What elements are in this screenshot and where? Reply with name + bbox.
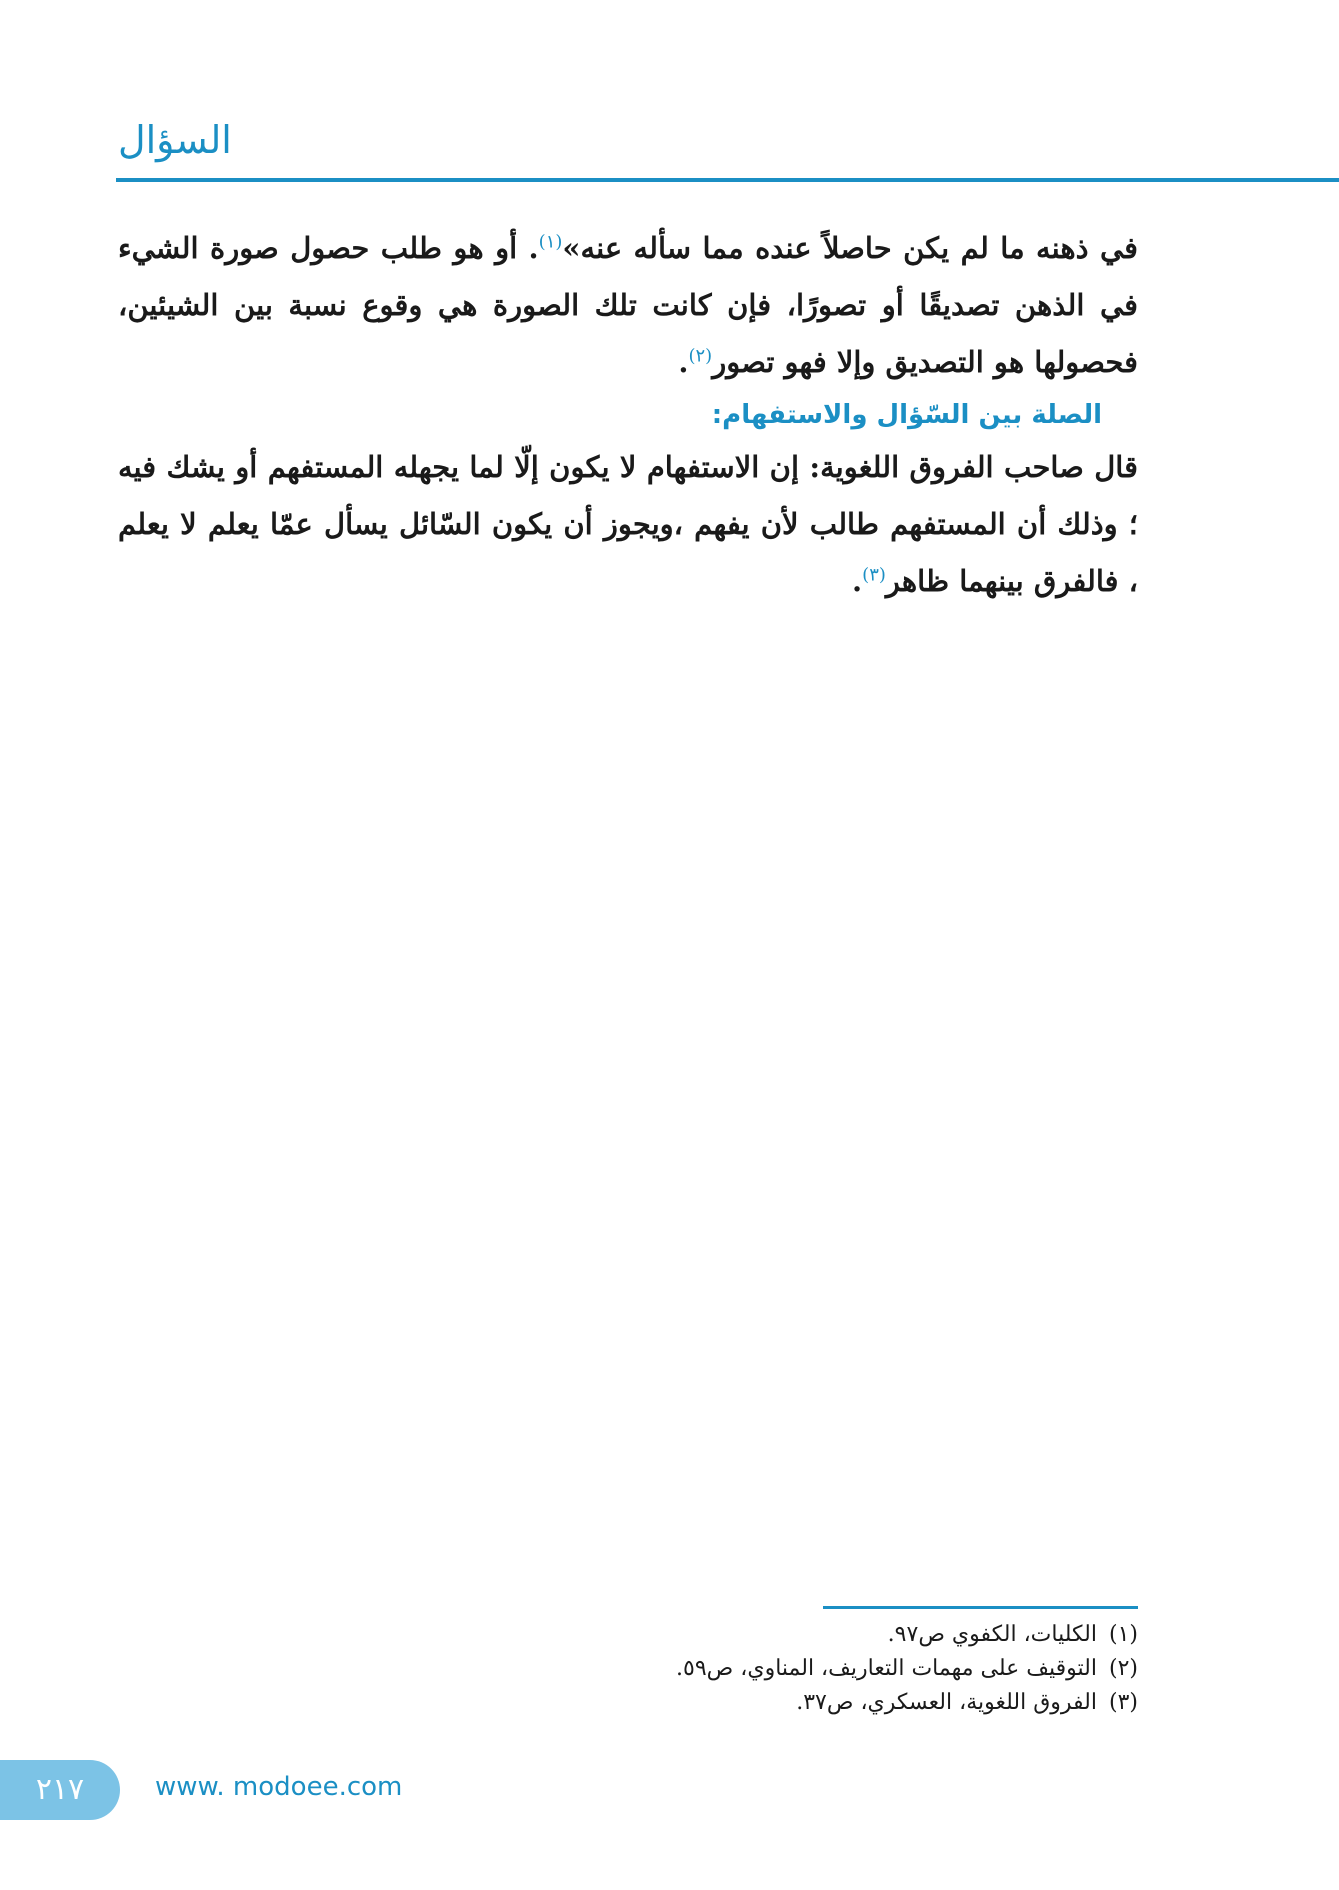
footnote-number: (١): [1108, 1622, 1138, 1647]
main-text: [118, 220, 1138, 610]
footnotes: [500, 1618, 1138, 1720]
footnote-text: الكليات، الكفوي ص٩٧.: [887, 1622, 1097, 1647]
footnote-number: (٣): [1108, 1690, 1138, 1715]
footnote-number: (٢): [1108, 1656, 1138, 1681]
footnote-separator: [823, 1606, 1138, 1609]
footnote-item: [500, 1686, 1138, 1720]
header-rule: [116, 178, 1339, 182]
paragraph-1: [118, 220, 1138, 391]
footnote-ref-2[interactable]: (٢): [688, 345, 713, 367]
footnote-item: [500, 1618, 1138, 1652]
paragraph-2-text-a: قال صاحب الفروق اللغوية: إن الاستفهام لا يكون إلّا لما يجهله المستفهم أو يشك فيه ؛ وذلك أن المستفهم طالب لأن يفهم ،ويجوز أن يكون السّائل يسأل عمّا يعلم لا يعلم ، فالفرق بينهما ظاهر: [118, 450, 1138, 598]
page-number-tab: ٢١٧: [0, 1760, 120, 1820]
paragraph-1-text-a: في ذهنه ما لم يكن حاصلاً عنده مما سأله عنه»: [562, 231, 1139, 265]
paragraph-1-text-c: .: [678, 345, 689, 379]
paragraph-2: [118, 439, 1138, 610]
website-link[interactable]: www. modoee.com: [155, 1772, 403, 1802]
paragraph-1-text-b: . أو هو طلب حصول صورة الشيء في الذهن تصديقًا أو تصورًا، فإن كانت تلك الصورة هي وقوع نسبة بين الشيئين، فحصولها هو التصديق وإلا فهو تصور: [118, 231, 1138, 379]
footnote-ref-1[interactable]: (١): [538, 231, 563, 253]
section-heading: الصلة بين السّؤال والاستفهام:: [711, 400, 1102, 430]
footnote-text: الفروق اللغوية، العسكري، ص٣٧.: [796, 1690, 1097, 1715]
footnote-item: [500, 1652, 1138, 1686]
footnote-text: التوقيف على مهمات التعاريف، المناوي، ص٥٩.: [676, 1656, 1097, 1681]
footnote-ref-3[interactable]: (٣): [862, 564, 886, 586]
paragraph-2-text-b: .: [852, 564, 863, 598]
running-header-title: السؤال: [118, 118, 232, 162]
